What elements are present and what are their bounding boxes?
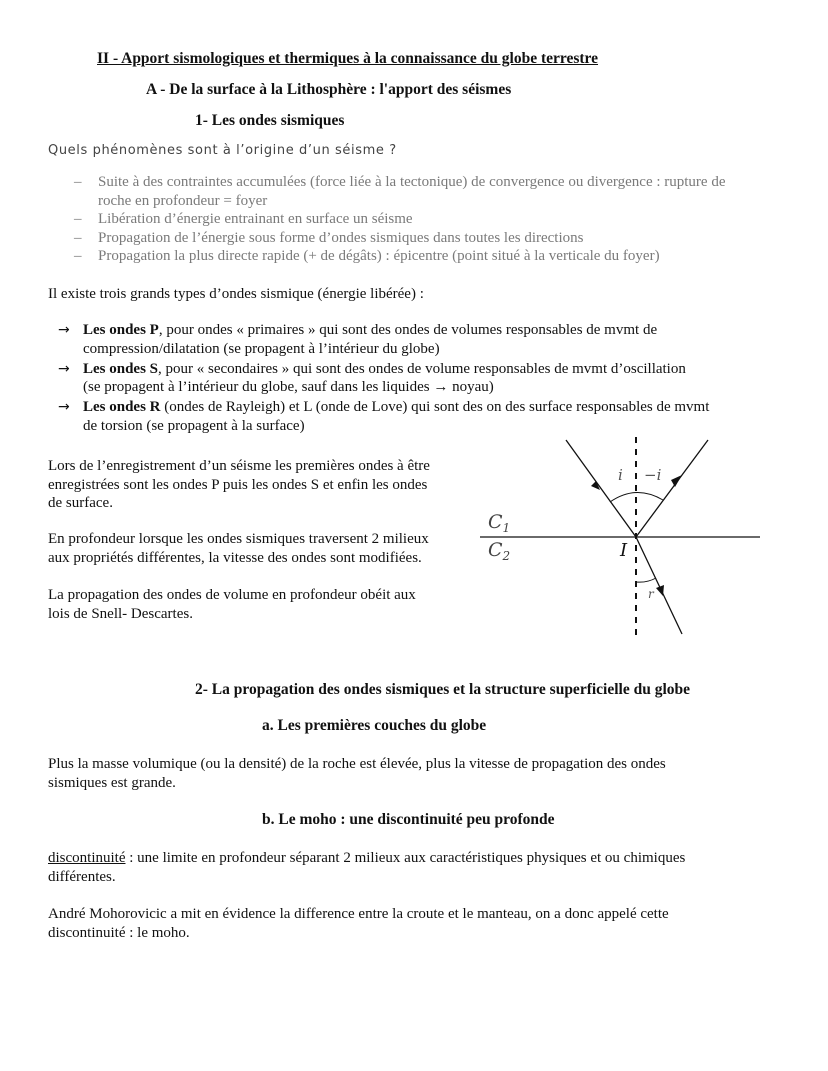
- list-item: [74, 210, 794, 229]
- medium-c1-label: $C_1$: [488, 511, 511, 535]
- text-line: enregistrées sont les ondes P puis les ondes S et enfin les ondes: [48, 476, 428, 493]
- para-moho: [48, 905, 788, 942]
- refracted-ray: [636, 537, 682, 634]
- list-item-text: Libération d’énergie entrainant en surface un séisme: [98, 211, 413, 227]
- list-item: [74, 247, 794, 266]
- wave-desc-cont: compression/dilatation (se propagent à l’intérieur du globe): [83, 340, 440, 357]
- arrow-right-icon: →: [58, 360, 70, 377]
- dash-bullet: –: [74, 248, 82, 264]
- angle-r-label: r: [648, 587, 654, 601]
- section-2a-title: a. Les premières couches du globe: [262, 717, 487, 734]
- definition-text-cont: différentes.: [48, 868, 116, 885]
- definition-term: discontinuité: [48, 850, 126, 866]
- wave-intro: Il existe trois grands types d’ondes sismique (énergie libérée) :: [48, 286, 424, 302]
- angle-i-label: i: [618, 466, 623, 484]
- dash-bullet: –: [74, 211, 82, 227]
- angle-neg-i-label: −i: [644, 466, 662, 484]
- list-item-text: roche en profondeur = foyer: [98, 192, 268, 209]
- dash-bullet: –: [74, 174, 82, 190]
- text-line: lois de Snell- Descartes.: [48, 605, 193, 622]
- wave-desc: (ondes de Rayleigh) et L (onde de Love) qui sont des on des surface responsables de mvmt: [160, 399, 710, 415]
- definition-para: [48, 849, 788, 886]
- arrow-right-icon: →: [58, 322, 70, 338]
- text-line: aux propriétés différentes, la vitesse des ondes sont modifiées.: [48, 549, 422, 566]
- text-line: discontinuité : le moho.: [48, 924, 190, 941]
- list-item-text: Propagation la plus directe rapide (+ de dégâts) : épicentre (point situé à la verticale du foyer): [98, 248, 660, 264]
- reflected-ray: [636, 440, 708, 537]
- wave-desc: , pour ondes « primaires » qui sont des ondes de volumes responsables de mvmt de: [158, 322, 658, 338]
- wave-name: Les ondes P: [83, 322, 159, 338]
- para-snell: [48, 586, 468, 623]
- list-item: [58, 398, 778, 437]
- list-item: [74, 229, 794, 248]
- definition-text: : une limite en profondeur séparant 2 milieux aux caractéristiques physiques et ou chimiques: [125, 850, 686, 866]
- list-item: [58, 360, 778, 399]
- section-1-title: 1- Les ondes sismiques: [195, 112, 345, 129]
- part-title: II - Apport sismologiques et thermiques à la connaissance du globe terrestre: [97, 50, 599, 67]
- wave-desc: , pour « secondaires » qui sont des ondes de volume responsables de mvmt d’oscillation: [158, 360, 686, 377]
- text-line: En profondeur lorsque les ondes sismiques traversent 2 milieux: [48, 531, 429, 547]
- reflected-arrow-icon: [671, 475, 682, 487]
- para-depth: [48, 530, 468, 567]
- angle-arc-bottom: [636, 578, 656, 582]
- wave-list: [58, 321, 778, 437]
- section-2b-title: b. Le moho : une discontinuité peu profonde: [262, 811, 555, 828]
- wave-desc-cont: de torsion (se propagent à la surface): [83, 417, 305, 434]
- list-item: [58, 321, 778, 360]
- medium-c2-label: $C_2$: [488, 539, 511, 563]
- list-item-text: Suite à des contraintes accumulées (force liée à la tectonique) de convergence ou divergence : rupture de: [98, 174, 726, 190]
- text-line: André Mohorovicic a mit en évidence la difference entre la croute et le manteau, on a donc appelé cette: [48, 906, 669, 922]
- arrow-right-icon: →: [58, 399, 70, 415]
- refracted-arrow-icon: [656, 585, 664, 596]
- text-line: Plus la masse volumique (ou la densité) de la roche est élevée, plus la vitesse de propagation des ondes: [48, 756, 666, 772]
- snell-descartes-diagram: [470, 432, 770, 642]
- wave-name: Les ondes S: [83, 360, 159, 377]
- para-density: [48, 755, 788, 792]
- text-line: de surface.: [48, 495, 113, 511]
- dash-bullet: –: [74, 229, 82, 246]
- section-2-title: 2- La propagation des ondes sismiques et la structure superficielle du globe: [195, 681, 691, 698]
- incident-ray: [566, 440, 636, 537]
- list-item-text: Propagation de l’énergie sous forme d’ondes sismiques dans toutes les directions: [98, 229, 584, 246]
- text-line: La propagation des ondes de volume en profondeur obéit aux: [48, 587, 416, 603]
- wave-name: Les ondes R: [83, 399, 161, 415]
- causes-list: [74, 173, 794, 266]
- section-a-title: A - De la surface à la Lithosphère : l'apport des séismes: [146, 81, 512, 98]
- text-line: sismiques est grande.: [48, 774, 176, 791]
- list-item: [74, 173, 794, 210]
- para-record: [48, 457, 468, 513]
- text-line: Lors de l’enregistrement d’un séisme les premières ondes à être: [48, 458, 430, 474]
- point-i-label: I: [620, 540, 628, 561]
- wave-desc-cont: (se propagent à l’intérieur du globe, sauf dans les liquides → noyau): [83, 379, 494, 395]
- question-text: Quels phénomènes sont à l’origine d’un séisme ?: [48, 143, 397, 158]
